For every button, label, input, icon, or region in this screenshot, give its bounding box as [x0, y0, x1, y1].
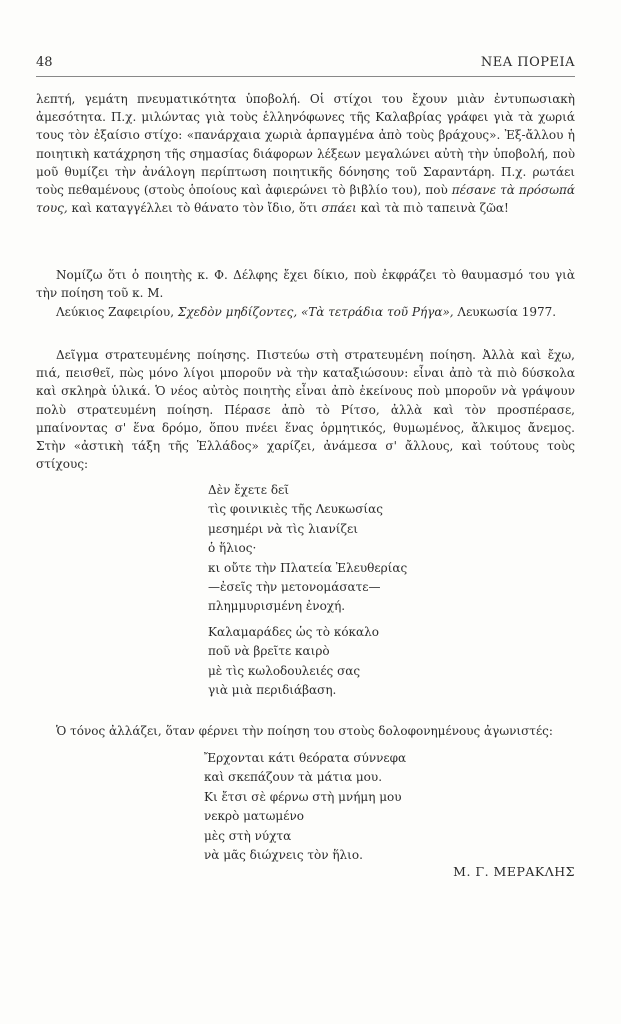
paragraph-text: Νομίζω ὅτι ὁ ποιητὴς κ. Φ. Δέλφης ἔχει δίκιο, ποὺ ἐκφράζει τὸ θαυμασμό του γιὰ τὴν ποίηση τοῦ κ. Μ.	[36, 268, 575, 301]
paragraph-review-continuation	[36, 90, 575, 217]
book-reference	[36, 303, 575, 321]
italic-word: σπάει	[321, 201, 357, 216]
poem-line: κι οὔτε τὴν Πλατεία Ἐλευθερίας	[208, 560, 408, 575]
paragraph-text: Ὁ τόνος ἀλλάζει, ὅταν φέρνει τὴν ποίηση του στοὺς δολοφονημένους ἀγωνιστές:	[56, 724, 553, 738]
poem-excerpt-3	[204, 749, 406, 865]
paragraph-tone-change	[56, 722, 576, 740]
italic-quote: πέσανε τὰ πρόσωπά τους,	[36, 183, 575, 216]
book-author: Λεύκιος Ζαφειρίου,	[56, 305, 178, 319]
header-divider	[36, 76, 575, 77]
book-title: Σχεδὸν μηδίζοντες, «Τὰ τετράδια τοῦ Ρήγα»,	[177, 305, 454, 319]
poem-line: νεκρὸ ματωμένο	[204, 809, 304, 824]
poem-line: ποῦ νὰ βρεῖτε καιρὸ	[208, 644, 330, 659]
poem-line: νὰ μᾶς διώχνεις τὸν ἥλιο.	[204, 848, 363, 863]
poem-line: γιὰ μιὰ περιδιάβαση.	[208, 683, 337, 698]
poem-line: μὲς στὴ νύχτα	[204, 828, 292, 843]
poem-line: πλημμυρισμένη ἐνοχή.	[208, 599, 346, 614]
page-number: 48	[36, 55, 53, 70]
paragraph-text: λεπτή, γεμάτη πνευματικότητα ὑποβολή. Οἱ στίχοι του ἔχουν μιὰν ἐντυπωσιακὴ ἀμεσότητα. Π.χ. μιλώντας γιὰ τοὺς ἑλληνόφωνες τῆς Καλαβρίας γράφει γιὰ τὰ χωριά τους τὸν ἐξαίσιο στίχο: «πανάρχαια χωριὰ ἁρπαγμένα ἀπὸ τοὺς βράχους». Ἐξ-ἄλλου ἡ ποιητικὴ κατάχρηση τῆς σημασίας διάφορων λέξεων μεγαλώνει αὐτὴ τὴν ὑποβολή, ποὺ μοῦ θυμίζει τὴν ἀνάλογη περίπτωση ποιητικῆς δόνησης τοῦ Σαραντάρη. Π.χ. ρωτάει τοὺς πεθαμένους (στοὺς ὁποίους καὶ ἀφιερώνει τὸ βιβλίο του), ποὺ	[36, 92, 575, 198]
journal-title: ΝΕΑ ΠΟΡΕΙΑ	[480, 55, 575, 70]
poem-line: Κι ἔτσι σὲ φέρνω στὴ μνήμη μου	[204, 789, 402, 804]
poem-line: μεσημέρι νὰ τὶς λιανίζει	[208, 521, 358, 536]
poem-line: Ἔρχονται κάτι θεόρατα σύννεφα	[204, 751, 407, 765]
poem-line: Καλαμαράδες ὡς τὸ κόκαλο	[208, 625, 379, 639]
poem-excerpt-2	[208, 623, 379, 701]
author-signature: Μ. Γ. ΜΕΡΑΚΛΗΣ	[453, 864, 575, 879]
book-place-year: Λευκωσία 1977.	[453, 305, 557, 319]
poem-line: —ἐσεῖς τὴν μετονομάσατε—	[208, 580, 381, 595]
paragraph-text: καὶ καταγγέλλει τὸ θάνατο τὸν ἴδιο, ὅτι	[67, 201, 322, 216]
poem-line: τὶς φοινικιὲς τῆς Λευκωσίας	[208, 502, 383, 517]
paragraph-text: καὶ τὰ πιὸ ταπεινὰ ζῶα!	[356, 201, 509, 216]
page-header	[36, 55, 575, 75]
paragraph-closing-remark	[36, 266, 575, 302]
poem-excerpt-1	[208, 481, 407, 617]
paragraph-text: Δεῖγμα στρατευμένης ποίησης. Πιστεύω στὴ στρατευμένη ποίηση. Ἀλλὰ καὶ ἔχω, πιά, πεισθεῖ, πὼς μόνο λίγοι μποροῦν νὰ τὴν καταξιώσουν: εἶναι ἀπὸ τὰ πιὸ δύσκολα καὶ σκληρὰ ὑλικά. Ὁ νέος αὐτὸς ποιητὴς εἶναι ἀπὸ ἐκείνους ποὺ μποροῦν νὰ γράψουν πολὺ στρατευμένη ποίηση. Πέρασε ἀπὸ τὸ Ρίτσο, ἀλλὰ καὶ τὸν προσπέρασε, μπαίνοντας σ' ἕνα δρόμο, ὅπου πνέει ἕνας ὁρμητικός, θυμωμένος, ἄλκιμος ἄνεμος. Στὴν «ἀστικὴ τάξη τῆς Ἑλλάδος» χαρίζει, ἀνάμεσα σ' ἄλλους, καὶ τούτους τοὺς στίχους:	[36, 348, 575, 472]
poem-line: καὶ σκεπάζουν τὰ μάτια μου.	[204, 770, 383, 785]
poem-line: Δὲν ἔχετε δεῖ	[208, 483, 289, 497]
poem-line: μὲ τὶς κωλοδουλειές σας	[208, 663, 361, 678]
poem-line: ὁ ἥλιος·	[208, 541, 257, 556]
paragraph-review-body	[36, 346, 575, 473]
